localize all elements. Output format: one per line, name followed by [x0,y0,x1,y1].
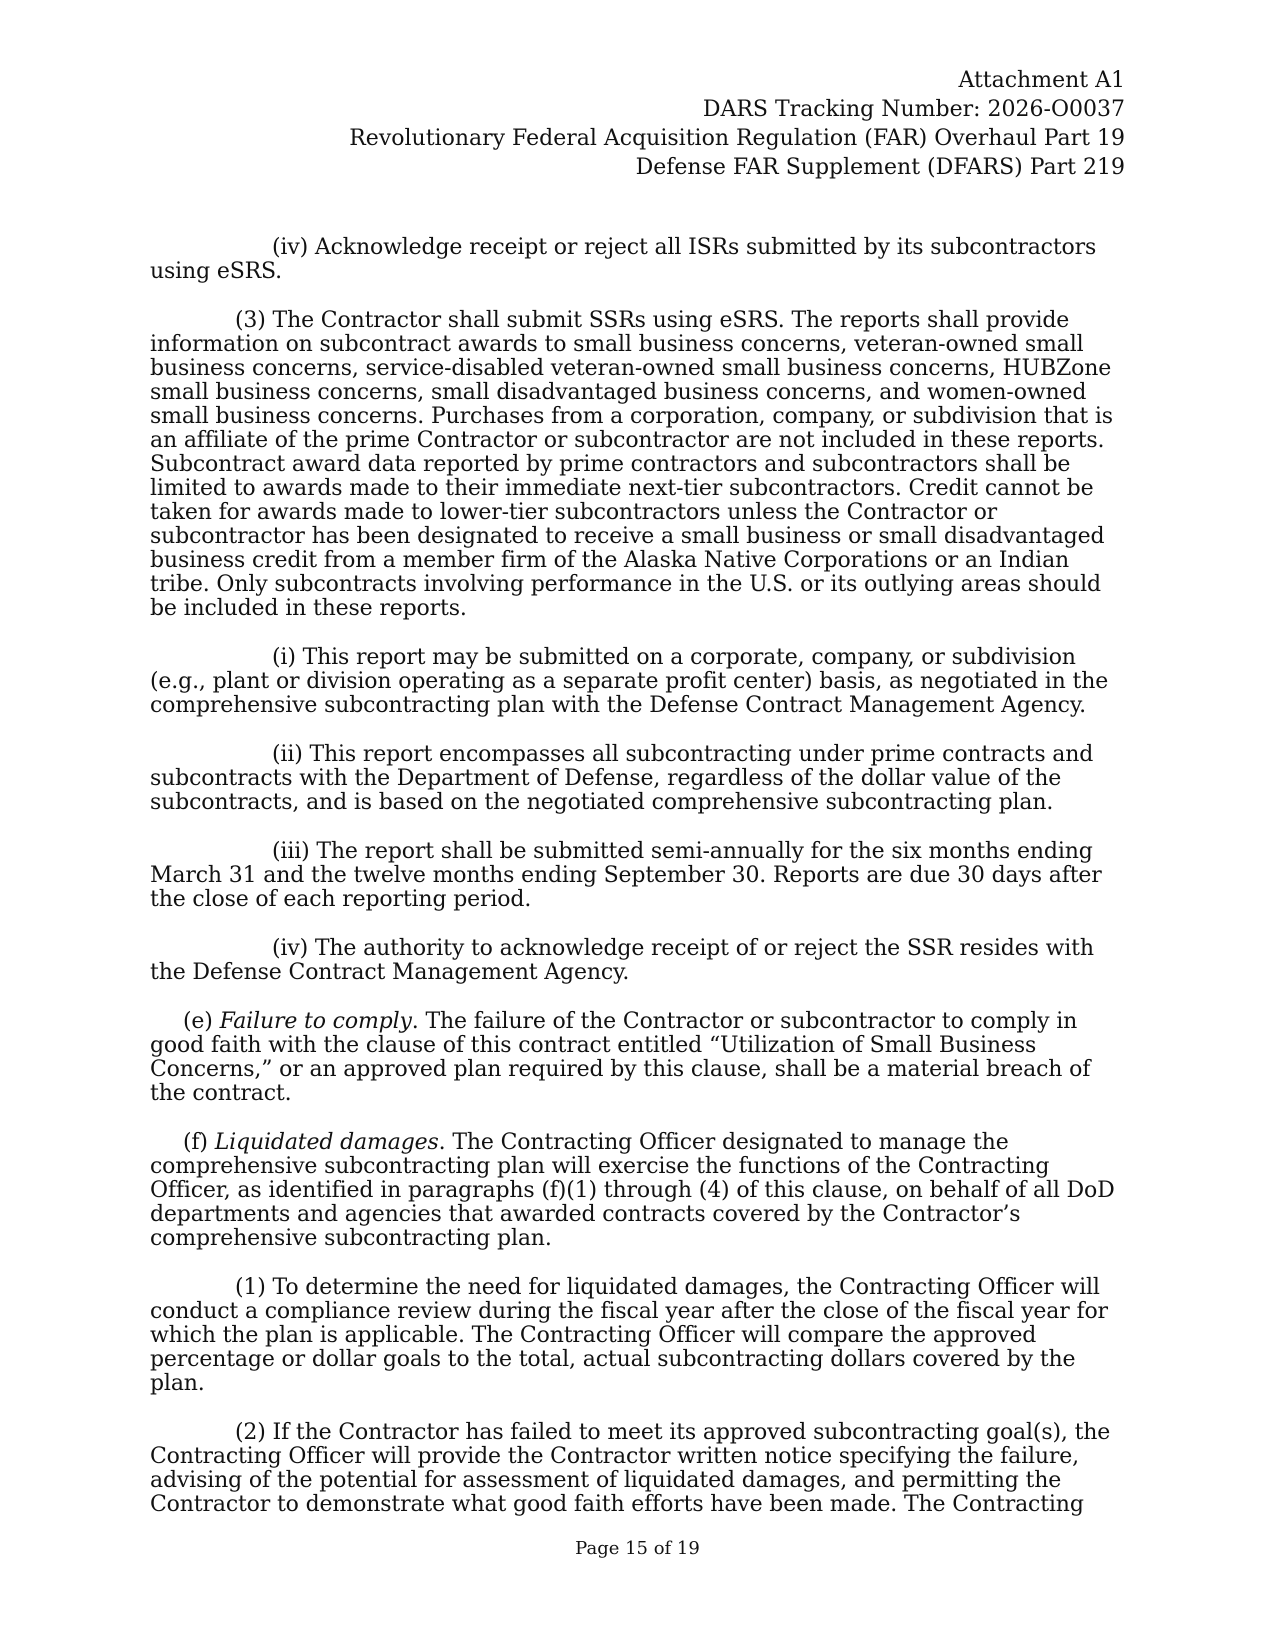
header-attachment: Attachment A1 [958,68,1125,93]
paragraph-3-ssr: (3) The Contractor shall submit SSRs using eSRS. The reports shall provide information on subcontract awards to small business concerns, veteran-owned small business concerns, service-disabled veteran-owned small business concerns, HUBZone small business concerns, small disadvantaged business concerns, and women-owned small business concerns. Purchases from a corporation, company, or subdivision that is an affiliate of the prime Contractor or subcontractor are not included in these reports. Subcontract award data reported by prime contractors and subcontractors shall be limited to awards made to their immediate next-tier subcontractors. Credit cannot be taken for awards made to lower-tier subcontractors unless the Contractor or subcontractor has been designated to receive a small business or small disadvantaged business credit from a member firm of the Alaska Native Corporations or an Indian tribe. Only subcontracts involving performance in the U.S. or its outlying areas should be included in these reports. [150,308,1113,621]
paragraph-e-failure [150,1010,1126,1106]
paragraph-i-report: (i) This report may be submitted on a corporate, company, or subdivision (e.g., plant or division operating as a separate profit center) basis, as negotiated in the comprehensive subcontracting plan with the Defense Contract Management Agency. [150,645,1109,718]
header-far-part: Revolutionary Federal Acquisition Regulation (FAR) Overhaul Part 19 [349,126,1125,151]
paragraph-iv-authority: (iv) The authority to acknowledge receipt of or reject the SSR resides with the Defense Contract Management Agency. [150,936,1094,985]
paragraph-f-lead: (f) [183,1130,215,1155]
page-header [349,66,1125,182]
paragraph-e-text: . The failure of the Contractor or subcontractor to comply in good faith with the clause of this contract entitled “Utilization of Small Business Concerns,” or an approved plan required by this clause, shall be a material breach of the contract. [150,1009,1091,1106]
paragraph-f-text: . The Contracting Officer designated to manage the comprehensive subcontracting plan will exercise the functions of the Contracting Officer, as identified in paragraphs (f)(1) through (4) of this clause, on behalf of all DoD departments and agencies that awarded contracts covered by the Contractor’s comprehensive subcontracting plan. [150,1130,1115,1251]
paragraph-iii-report: (iii) The report shall be submitted semi-annually for the six months ending March 31 and the twelve months ending September 30. Reports are due 30 days after the close of each reporting period. [150,839,1102,912]
paragraph-e-lead: (e) [183,1009,220,1034]
header-tracking-number: DARS Tracking Number: 2026-O0037 [702,97,1125,122]
paragraph-ii-report: (ii) This report encompasses all subcontracting under prime contracts and subcontracts with the Department of Defense, regardless of the dollar value of the subcontracts, and is based on the negotiated comprehensive subcontracting plan. [150,742,1094,815]
paragraph-1-determine: (1) To determine the need for liquidated damages, the Contracting Officer will conduct a compliance review during the fiscal year after the close of the fiscal year for which the plan is applicable. The Contracting Officer will compare the approved percentage or dollar goals to the total, actual subcontracting dollars covered by the plan. [150,1275,1108,1396]
document-body [150,236,1126,1542]
header-dfars-part: Defense FAR Supplement (DFARS) Part 219 [635,155,1125,180]
page-number: Page 15 of 19 [575,1538,700,1559]
paragraph-e-title: Failure to comply [219,1009,412,1034]
paragraph-f-liquidated [150,1131,1126,1251]
paragraph-f-title: Liquidated damages [214,1130,439,1155]
paragraph-iv-acknowledge: (iv) Acknowledge receipt or reject all ISRs submitted by its subcontractors using eSRS. [150,235,1097,284]
paragraph-2-failed: (2) If the Contractor has failed to meet its approved subcontracting goal(s), the Contracting Officer will provide the Contractor written notice specifying the failure, advising of the potential for assessment of liquidated damages, and permitting the Contractor to demonstrate what good faith efforts have been made. The Contracting [150,1420,1111,1517]
